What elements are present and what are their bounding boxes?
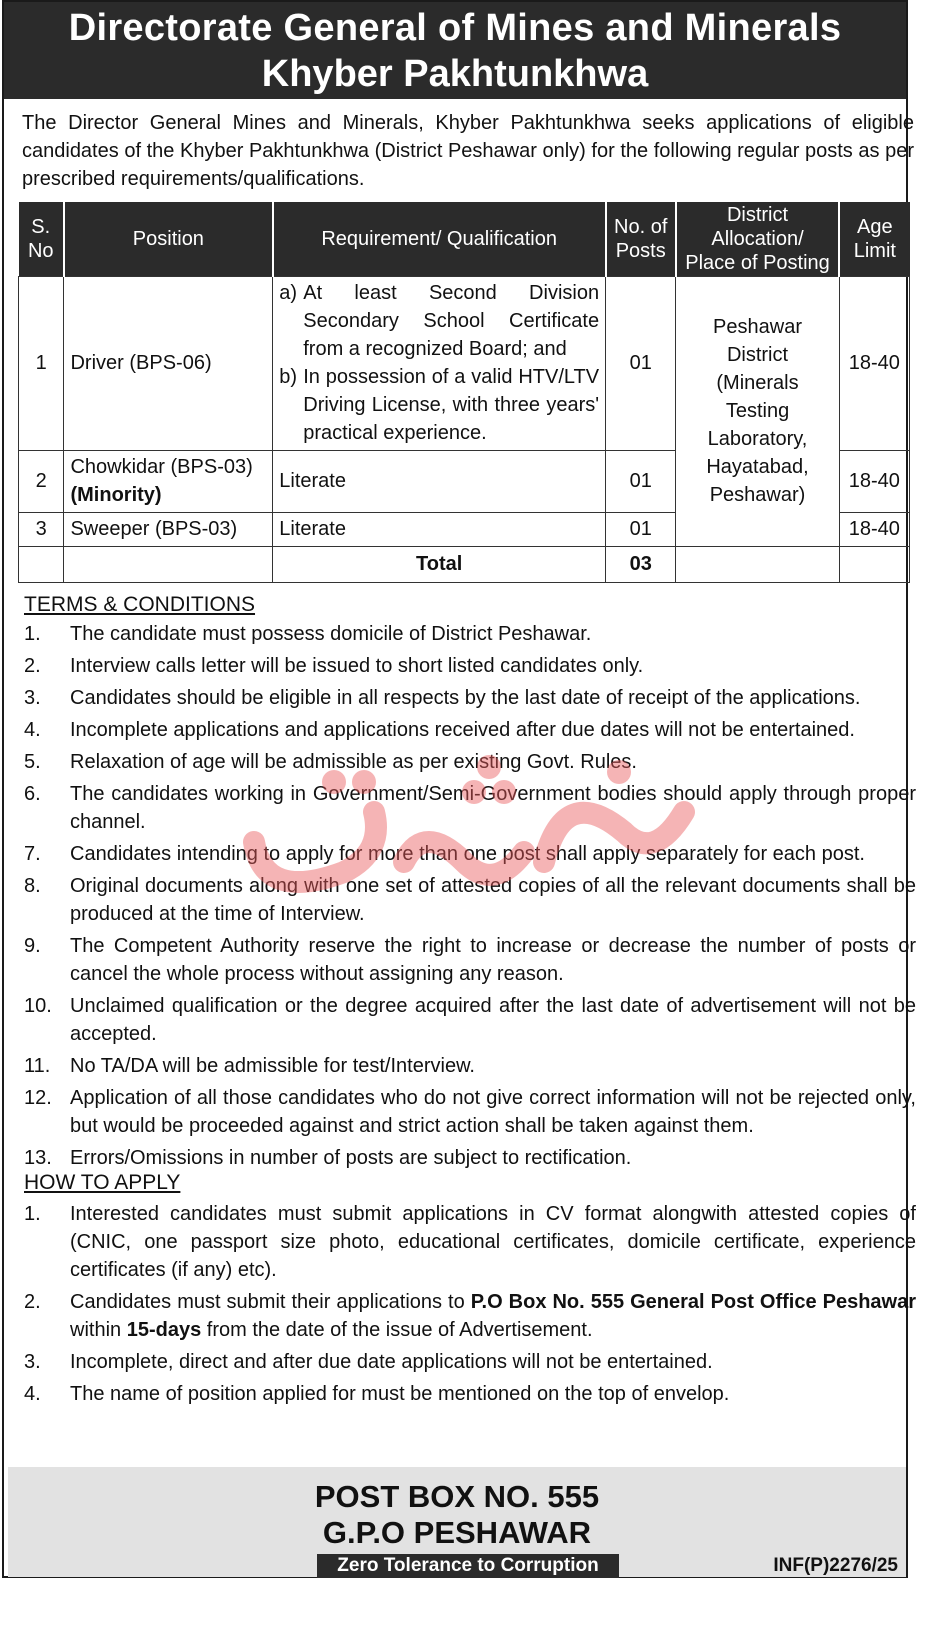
row1-age: 18-40 — [839, 276, 909, 450]
gpo-location: G.P.O PESHAWAR — [322, 1515, 592, 1550]
footer-box — [8, 1467, 906, 1577]
list-item: 2. Candidates must submit their applications to P.O Box No. 555 General Post Office Peshawar within 15-days from the date of the issue of Advertisement. — [24, 1288, 916, 1344]
list-item: 1. Interested candidates must submit applications in CV format alongwith attested copies of (CNIC, one passport size photo, educational certificates, domicile certificate, experience certificates (if any) etc). — [24, 1200, 916, 1284]
total-label: Total — [273, 546, 606, 582]
term-text: The Competent Authority reserve the right to increase or decrease the number of posts or cancel the whole process without assigning any reason. — [70, 935, 916, 985]
header-banner — [4, 2, 906, 99]
col-district: District Allocation/ Place of Posting — [676, 202, 839, 276]
advertisement-frame — [2, 0, 917, 1578]
list-item: 8. Original documents along with one set of attested copies of all the relevant documents shall be produced at the time of Interview. — [24, 872, 916, 928]
apply-title: HOW TO APPLY — [24, 1171, 181, 1194]
terms-list — [24, 620, 916, 1176]
row3-position: Sweeper (BPS-03) — [64, 512, 273, 546]
list-item: 9. The Competent Authority reserve the right to increase or decrease the number of posts or cancel the whole process without assigning any reason. — [24, 932, 916, 988]
row1-qualification: a) At least Second Division Secondary School Certificate from a recognized Board; and b) In possession of a valid HTV/LTV Driving License, with three years' practical experience. — [273, 276, 606, 450]
apply-item-3: Incomplete, direct and after due date applications will not be entertained. — [70, 1351, 713, 1373]
term-text: Unclaimed qualification or the degree acquired after the last date of advertisement will not be accepted. — [70, 995, 916, 1045]
row2-sno: 2 — [19, 450, 64, 512]
district-allocation: Peshawar District (Minerals Testing Laboratory, Hayatabad, Peshawar) — [676, 276, 839, 546]
row3-sno: 3 — [19, 512, 64, 546]
list-item: 7. Candidates intending to apply for more than one post shall apply separately for each post. — [24, 840, 916, 868]
total-row — [19, 546, 910, 582]
col-requirement: Requirement/ Qualification — [273, 202, 606, 276]
term-text: Candidates intending to apply for more than one post shall apply separately for each post. — [70, 843, 865, 865]
list-item: 13. Errors/Omissions in number of posts are subject to rectification. — [24, 1144, 916, 1172]
list-item: 12. Application of all those candidates who do not give correct information will not be rejected only, but would be proceeded against and strict action shall be taken against them. — [24, 1084, 916, 1140]
row1-posts: 01 — [606, 276, 676, 450]
row1-position: Driver (BPS-06) — [64, 276, 273, 450]
term-text: Interview calls letter will be issued to short listed candidates only. — [70, 655, 644, 677]
reference-number: INF(P)2276/25 — [773, 1555, 898, 1576]
row2-posts: 01 — [606, 450, 676, 512]
row1-sno: 1 — [19, 276, 64, 450]
row2-position: Chowkidar (BPS-03) (Minority) — [64, 450, 273, 512]
list-item: 1. The candidate must possess domicile of District Peshawar. — [24, 620, 916, 648]
total-value: 03 — [606, 546, 676, 582]
term-text: No TA/DA will be admissible for test/Interview. — [70, 1055, 475, 1077]
row3-qualification: Literate — [273, 512, 606, 546]
term-text: Application of all those candidates who do not give correct information will not be rejected only, but would be proceeded against and strict action shall be taken against them. — [70, 1087, 916, 1137]
term-text: The candidates working in Government/Semi-Government bodies should apply through proper channel. — [70, 783, 916, 833]
term-text: Incomplete applications and applications received after due dates will not be entertained. — [70, 719, 855, 741]
col-position: Position — [64, 202, 273, 276]
list-item: 5. Relaxation of age will be admissible as per existing Govt. Rules. — [24, 748, 916, 776]
intro-paragraph: The Director General Mines and Minerals, Khyber Pakhtunkhwa seeks applications of eligible candidates of the Khyber Pakhtunkhwa (District Peshawar only) for the following regular posts as per prescribed requirements/qualifications. — [22, 112, 914, 190]
list-item: 3. Incomplete, direct and after due date applications will not be entertained. — [24, 1348, 916, 1376]
term-text: Relaxation of age will be admissible as per existing Govt. Rules. — [70, 751, 637, 773]
term-text: The candidate must possess domicile of District Peshawar. — [70, 623, 592, 645]
list-item: 4. The name of position applied for must be mentioned on the top of envelop. — [24, 1380, 916, 1408]
list-item: 10. Unclaimed qualification or the degree acquired after the last date of advertisement will not be accepted. — [24, 992, 916, 1048]
post-box-number: POST BOX NO. 555 — [314, 1479, 600, 1514]
term-text: Errors/Omissions in number of posts are subject to rectification. — [70, 1147, 632, 1169]
row2-age: 18-40 — [839, 450, 909, 512]
table-row — [19, 276, 910, 450]
col-posts: No. of Posts — [606, 202, 676, 276]
header-subtitle: Khyber Pakhtunkhwa — [261, 53, 649, 95]
apply-item-1: Interested candidates must submit applications in CV format alongwith attested copies of (CNIC, one passport size photo, educational certificates, domicile certificate, experience certificates (if any) etc). — [70, 1203, 916, 1281]
list-item: 6. The candidates working in Government/Semi-Government bodies should apply through proper channel. — [24, 780, 916, 836]
posts-table — [18, 202, 910, 583]
col-sno: S. No — [19, 202, 64, 276]
row1-qual-a: At least Second Division Secondary School Certificate from a recognized Board; and — [303, 282, 600, 360]
terms-title: TERMS & CONDITIONS — [24, 593, 256, 616]
term-text: Original documents along with one set of attested copies of all the relevant documents shall be produced at the time of Interview. — [70, 875, 916, 925]
term-text: Candidates should be eligible in all respects by the last date of receipt of the applications. — [70, 687, 861, 709]
row3-age: 18-40 — [839, 512, 909, 546]
apply-list — [24, 1200, 916, 1412]
table-header-row — [19, 202, 910, 276]
col-age: Age Limit — [839, 202, 909, 276]
list-item: 3. Candidates should be eligible in all respects by the last date of receipt of the applications. — [24, 684, 916, 712]
row1-qual-b: In possession of a valid HTV/LTV Driving License, with three years' practical experience. — [303, 366, 600, 444]
list-item: 11. No TA/DA will be admissible for test/Interview. — [24, 1052, 916, 1080]
slogan-badge: Zero Tolerance to Corruption — [317, 1554, 619, 1578]
row2-qualification: Literate — [273, 450, 606, 512]
apply-item-2: Candidates must submit their applications to P.O Box No. 555 General Post Office Peshawar within 15-days from the date of the issue of Advertisement. — [70, 1291, 917, 1341]
list-item: 4. Incomplete applications and applications received after due dates will not be entertained. — [24, 716, 916, 744]
header-title: Directorate General of Mines and Minerals — [68, 7, 842, 49]
list-item: 2. Interview calls letter will be issued to short listed candidates only. — [24, 652, 916, 680]
apply-item-4: The name of position applied for must be mentioned on the top of envelop. — [70, 1383, 730, 1405]
row3-posts: 01 — [606, 512, 676, 546]
